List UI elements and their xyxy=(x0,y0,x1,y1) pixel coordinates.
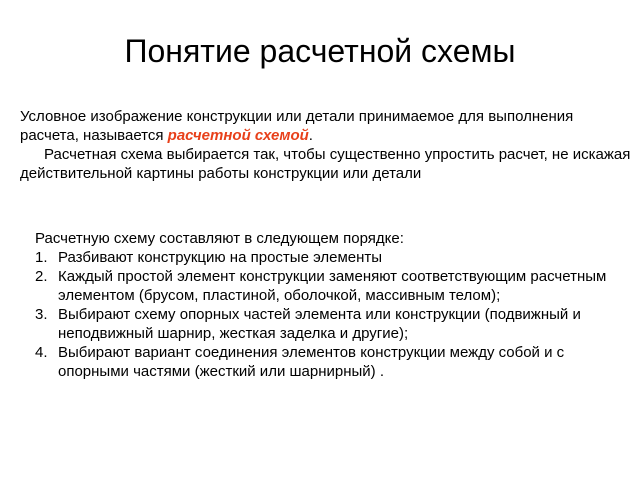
definition-paragraph xyxy=(20,107,632,145)
procedure-step xyxy=(35,248,625,267)
step-number: 3. xyxy=(35,306,48,323)
procedure-section xyxy=(35,229,625,381)
procedure-list xyxy=(35,248,625,381)
definition-period: . xyxy=(308,127,313,144)
intro-text xyxy=(20,107,632,183)
definition-text: Условное изображение конструкции или детали принимаемое для выполнения расчета, называется xyxy=(20,108,574,144)
step-text: Каждый простой элемент конструкции заменяют соответствующим расчетным элементом (брусом, пластиной, оболочкой, массивным телом); xyxy=(58,268,607,304)
step-text: Выбирают схему опорных частей элемента или конструкции (подвижный и неподвижный шарнир, жесткая заделка и другие); xyxy=(58,306,581,342)
step-number: 1. xyxy=(35,249,48,266)
procedure-step xyxy=(35,267,625,305)
step-text: Выбирают вариант соединения элементов конструкции между собой и с опорными частями (жесткий или шарнирный) . xyxy=(58,344,565,380)
step-number: 2. xyxy=(35,268,48,285)
slide-title: Понятие расчетной схемы xyxy=(124,33,516,69)
step-text: Разбивают конструкцию на простые элементы xyxy=(58,249,383,266)
highlighted-term: расчетной схемой xyxy=(167,127,309,144)
procedure-heading: Расчетную схему составляют в следующем порядке: xyxy=(35,230,404,247)
procedure-step xyxy=(35,343,625,381)
step-number: 4. xyxy=(35,344,48,361)
explanation-paragraph: Расчетная схема выбирается так, чтобы существенно упростить расчет, не искажая действительной картины работы конструкции или детали xyxy=(20,146,631,182)
procedure-step xyxy=(35,305,625,343)
